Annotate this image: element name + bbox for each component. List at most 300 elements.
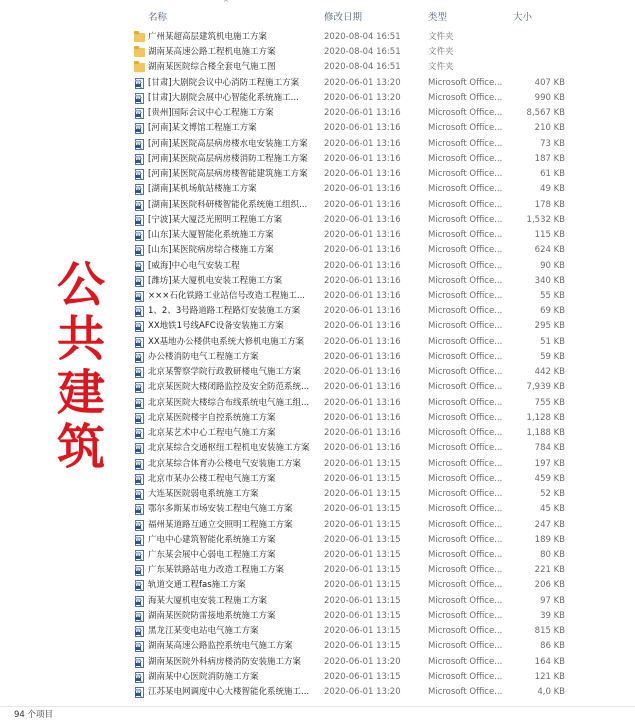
- file-date: 2020-06-01 13:15: [324, 504, 401, 515]
- file-date: 2020-06-01 13:15: [324, 473, 401, 484]
- file-row[interactable]: [128, 198, 568, 213]
- file-date: 2020-06-01 13:15: [324, 534, 401, 545]
- word-doc-icon: [134, 76, 145, 91]
- word-doc-icon: [134, 685, 145, 700]
- file-name: 轨道交通工程fas施工方案: [148, 580, 246, 591]
- file-size: 340 KB: [534, 275, 565, 286]
- file-type: Microsoft Office...: [428, 671, 503, 682]
- word-doc-icon-glyph: [135, 154, 144, 165]
- word-doc-icon: [134, 350, 145, 365]
- file-size: 7,939 KB: [526, 382, 565, 393]
- file-type: Microsoft Office...: [428, 260, 503, 271]
- file-name: 广东某铁路站电力改造工程施工方案: [148, 565, 285, 576]
- file-type: Microsoft Office...: [428, 123, 503, 134]
- file-type: Microsoft Office...: [428, 595, 503, 606]
- word-doc-icon: [134, 182, 145, 197]
- file-type: Microsoft Office...: [428, 428, 503, 439]
- file-date: 2020-06-01 13:16: [324, 412, 401, 423]
- file-size: 1,532 KB: [526, 214, 565, 225]
- word-doc-icon: [134, 167, 145, 182]
- file-name: [宁波]某大厦泛光照明工程施工方案: [148, 214, 283, 225]
- file-date: 2020-06-01 13:16: [324, 230, 401, 241]
- file-row[interactable]: [128, 91, 568, 106]
- word-doc-icon-glyph: [135, 184, 144, 195]
- file-type: Microsoft Office...: [428, 641, 503, 652]
- file-size: 90 KB: [540, 260, 565, 271]
- word-doc-icon: [134, 106, 145, 121]
- word-doc-icon-glyph: [135, 398, 144, 409]
- file-type: Microsoft Office...: [428, 108, 503, 119]
- file-date: 2020-08-04 16:51: [324, 62, 401, 73]
- file-size: 121 KB: [534, 671, 565, 682]
- word-doc-icon: [134, 578, 145, 593]
- file-type: Microsoft Office...: [428, 565, 503, 576]
- file-type: Microsoft Office...: [428, 367, 503, 378]
- file-type: Microsoft Office...: [428, 92, 503, 103]
- file-date: 2020-06-01 13:16: [324, 123, 401, 134]
- file-size: 407 KB: [534, 77, 565, 88]
- word-doc-icon: [134, 152, 145, 167]
- file-row[interactable]: [128, 655, 568, 670]
- file-size: 115 KB: [534, 230, 565, 241]
- file-name: [湖南]某机场航站楼施工方案: [148, 184, 257, 195]
- file-date: 2020-06-01 13:20: [324, 656, 401, 667]
- word-doc-icon: [134, 624, 145, 639]
- file-size: 51 KB: [540, 336, 565, 347]
- file-row[interactable]: [128, 594, 568, 609]
- file-type: Microsoft Office...: [428, 580, 503, 591]
- file-date: 2020-06-01 13:20: [324, 92, 401, 103]
- file-row[interactable]: [128, 152, 568, 167]
- word-doc-icon-glyph: [135, 504, 144, 515]
- word-doc-icon: [134, 198, 145, 213]
- file-type: Microsoft Office...: [428, 153, 503, 164]
- file-size: 86 KB: [540, 641, 565, 652]
- word-doc-icon-glyph: [135, 200, 144, 211]
- word-doc-icon-glyph: [135, 657, 144, 668]
- file-row[interactable]: [128, 289, 568, 304]
- file-name: 北京某艺术中心工程电气施工方案: [148, 428, 276, 439]
- word-doc-icon: [134, 365, 145, 380]
- file-size: 80 KB: [540, 549, 565, 560]
- word-doc-icon: [134, 563, 145, 578]
- file-type: Microsoft Office...: [428, 489, 503, 500]
- word-doc-icon-glyph: [135, 580, 144, 591]
- file-row[interactable]: [128, 518, 568, 533]
- file-type: Microsoft Office...: [428, 138, 503, 149]
- file-size: 39 KB: [540, 610, 565, 621]
- file-name: 湖南某中心医院消防施工方案: [148, 671, 259, 682]
- file-row[interactable]: [128, 609, 568, 624]
- word-doc-icon: [134, 274, 145, 289]
- file-date: 2020-06-01 13:16: [324, 169, 401, 180]
- file-size: 69 KB: [540, 306, 565, 317]
- word-doc-icon-glyph: [135, 520, 144, 531]
- file-size: 784 KB: [534, 443, 565, 454]
- word-doc-icon: [134, 137, 145, 152]
- file-date: 2020-06-01 13:16: [324, 138, 401, 149]
- word-doc-icon: [134, 655, 145, 670]
- file-name: 北京某警察学院行政教研楼电气施工方案: [148, 367, 302, 378]
- file-type: Microsoft Office...: [428, 443, 503, 454]
- file-date: 2020-06-01 13:16: [324, 153, 401, 164]
- word-doc-icon-glyph: [135, 139, 144, 150]
- file-name: 湖南某医院防雷接地系统施工方案: [148, 610, 276, 621]
- column-header-type[interactable]: 类型: [428, 12, 448, 23]
- word-doc-icon: [134, 304, 145, 319]
- file-date: 2020-06-01 13:15: [324, 626, 401, 637]
- word-doc-icon-glyph: [135, 367, 144, 378]
- file-rows: [128, 30, 568, 700]
- file-type: Microsoft Office...: [428, 687, 503, 698]
- word-doc-icon-glyph: [135, 276, 144, 287]
- file-name: [甘肃]大剧院会议中心消防工程施工方案: [148, 77, 300, 88]
- file-date: 2020-06-01 13:16: [324, 321, 401, 332]
- file-row[interactable]: [128, 304, 568, 319]
- file-row[interactable]: [128, 319, 568, 334]
- folder-icon: [134, 60, 145, 75]
- file-type: Microsoft Office...: [428, 534, 503, 545]
- file-date: 2020-06-01 13:16: [324, 428, 401, 439]
- word-doc-icon-glyph: [135, 626, 144, 637]
- file-size: 61 KB: [540, 169, 565, 180]
- word-doc-icon: [134, 91, 145, 106]
- file-name: [河南]某文博馆工程施工方案: [148, 123, 257, 134]
- sort-ascending-icon[interactable]: ^: [223, 0, 229, 7]
- file-name: ×××石化铁路工业站信号改造工程施工...: [148, 290, 305, 301]
- file-row[interactable]: [128, 533, 568, 548]
- file-size: 55 KB: [540, 290, 565, 301]
- word-doc-icon-glyph: [135, 413, 144, 424]
- column-header-name[interactable]: 名称: [148, 12, 168, 23]
- file-size: 187 KB: [534, 153, 565, 164]
- file-row[interactable]: [128, 426, 568, 441]
- word-doc-icon: [134, 670, 145, 685]
- file-type: Microsoft Office...: [428, 290, 503, 301]
- file-size: 49 KB: [540, 184, 565, 195]
- word-doc-icon: [134, 289, 145, 304]
- file-type: Microsoft Office...: [428, 458, 503, 469]
- word-doc-icon: [134, 335, 145, 350]
- file-date: 2020-06-01 13:15: [324, 489, 401, 500]
- file-row[interactable]: [128, 76, 568, 91]
- column-header-row: [128, 0, 568, 30]
- word-doc-icon-glyph: [135, 352, 144, 363]
- file-row[interactable]: [128, 45, 568, 60]
- file-type: Microsoft Office...: [428, 245, 503, 256]
- file-row[interactable]: [128, 365, 568, 380]
- file-size: 164 KB: [534, 656, 565, 667]
- file-date: 2020-06-01 13:15: [324, 458, 401, 469]
- file-type: Microsoft Office...: [428, 275, 503, 286]
- file-name: [潍坊]某大厦机电安装工程施工方案: [148, 275, 283, 286]
- file-type: Microsoft Office...: [428, 473, 503, 484]
- word-doc-icon: [134, 411, 145, 426]
- file-date: 2020-06-01 13:15: [324, 595, 401, 606]
- file-type: 文件夹: [428, 47, 454, 58]
- word-doc-icon-glyph: [135, 230, 144, 241]
- file-date: 2020-06-01 13:16: [324, 108, 401, 119]
- word-doc-icon-glyph: [135, 611, 144, 622]
- file-date: 2020-06-01 13:16: [324, 260, 401, 271]
- word-doc-icon-glyph: [135, 321, 144, 332]
- file-size: 459 KB: [534, 473, 565, 484]
- file-row[interactable]: [128, 548, 568, 563]
- file-name: 大连某医院弱电系统施工方案: [148, 489, 259, 500]
- file-row[interactable]: [128, 167, 568, 182]
- file-row[interactable]: [128, 243, 568, 258]
- word-doc-icon-glyph: [135, 687, 144, 698]
- word-doc-icon-glyph: [135, 93, 144, 104]
- file-size: 8,567 KB: [526, 108, 565, 119]
- file-name: 1、2、3号路道路工程路灯安装施工方案: [148, 306, 301, 317]
- file-date: 2020-08-04 16:51: [324, 47, 401, 58]
- file-type: Microsoft Office...: [428, 351, 503, 362]
- folder-icon: [134, 30, 145, 45]
- file-type: Microsoft Office...: [428, 230, 503, 241]
- file-type: Microsoft Office...: [428, 169, 503, 180]
- file-date: 2020-06-01 13:16: [324, 382, 401, 393]
- word-doc-icon: [134, 213, 145, 228]
- file-type: Microsoft Office...: [428, 397, 503, 408]
- folder-icon-glyph: [134, 63, 145, 72]
- folder-icon: [134, 45, 145, 60]
- word-doc-icon: [134, 121, 145, 136]
- column-header-date[interactable]: 修改日期: [324, 12, 363, 23]
- status-bar: [0, 706, 635, 720]
- file-name: 湖南某高速公路工程机电施工方案: [148, 47, 276, 58]
- file-name: [山东]某大厦智能化系统施工方案: [148, 230, 274, 241]
- word-doc-icon: [134, 426, 145, 441]
- word-doc-icon-glyph: [135, 108, 144, 119]
- file-date: 2020-06-01 13:20: [324, 77, 401, 88]
- file-date: 2020-06-01 13:16: [324, 351, 401, 362]
- file-date: 2020-06-01 13:15: [324, 549, 401, 560]
- file-type: 文件夹: [428, 62, 454, 73]
- file-type: Microsoft Office...: [428, 336, 503, 347]
- file-date: 2020-06-01 13:16: [324, 397, 401, 408]
- file-size: 755 KB: [534, 397, 565, 408]
- word-doc-icon-glyph: [135, 443, 144, 454]
- file-size: 624 KB: [534, 245, 565, 256]
- word-doc-icon: [134, 259, 145, 274]
- word-doc-icon-glyph: [135, 672, 144, 683]
- file-size: 990 KB: [534, 92, 565, 103]
- file-name: 北京某综合交通枢纽工程机电安装施工方案: [148, 443, 310, 454]
- word-doc-icon: [134, 639, 145, 654]
- file-type: Microsoft Office...: [428, 412, 503, 423]
- file-type: Microsoft Office...: [428, 382, 503, 393]
- item-count: 94 个项目: [14, 710, 54, 720]
- file-size: 221 KB: [534, 565, 565, 576]
- file-date: 2020-06-01 13:16: [324, 367, 401, 378]
- word-doc-icon-glyph: [135, 596, 144, 607]
- file-name: [湖南]某医院科研楼智能化系统施工组织...: [148, 199, 308, 210]
- file-row[interactable]: [128, 335, 568, 350]
- file-row[interactable]: [128, 670, 568, 685]
- file-name: 北京某医院楼宇自控系统施工方案: [148, 412, 276, 423]
- word-doc-icon: [134, 380, 145, 395]
- word-doc-icon-glyph: [135, 641, 144, 652]
- file-date: 2020-08-04 16:51: [324, 32, 401, 42]
- word-doc-icon-glyph: [135, 291, 144, 302]
- word-doc-icon-glyph: [135, 459, 144, 470]
- word-doc-icon: [134, 228, 145, 243]
- file-size: 1,128 KB: [526, 412, 565, 423]
- word-doc-icon: [134, 396, 145, 411]
- file-date: 2020-06-01 13:15: [324, 610, 401, 621]
- file-size: 4,0 KB: [537, 687, 565, 698]
- file-name: 江苏某电网调度中心大楼智能化系统施工...: [148, 687, 310, 698]
- word-doc-icon-glyph: [135, 565, 144, 576]
- word-doc-icon: [134, 518, 145, 533]
- file-name: [河南]某医院高层病房楼消防工程施工方案: [148, 153, 308, 164]
- file-type: Microsoft Office...: [428, 626, 503, 637]
- file-row[interactable]: [128, 274, 568, 289]
- file-size: 1,188 KB: [526, 428, 565, 439]
- word-doc-icon: [134, 548, 145, 563]
- file-name: 广电中心建筑智能化系统施工方案: [148, 534, 276, 545]
- file-row[interactable]: [128, 502, 568, 517]
- word-doc-icon-glyph: [135, 215, 144, 226]
- file-size: 815 KB: [534, 626, 565, 637]
- file-row[interactable]: [128, 137, 568, 152]
- file-name: 湖南某医院综合楼全套电气施工图: [148, 62, 276, 73]
- file-name: [贵州]国际会议中心工程施工方案: [148, 108, 274, 119]
- file-type: Microsoft Office...: [428, 321, 503, 332]
- file-type: Microsoft Office...: [428, 214, 503, 225]
- file-row[interactable]: [128, 106, 568, 121]
- file-size: 442 KB: [534, 367, 565, 378]
- word-doc-icon-glyph: [135, 474, 144, 485]
- file-name: [甘肃]大剧院会展中心智能化系统施工...: [148, 92, 299, 103]
- file-type: Microsoft Office...: [428, 656, 503, 667]
- file-row[interactable]: [128, 624, 568, 639]
- word-doc-icon: [134, 487, 145, 502]
- file-name: [威海]中心电气安装工程: [148, 260, 240, 271]
- file-size: 189 KB: [534, 534, 565, 545]
- file-row[interactable]: [128, 441, 568, 456]
- column-header-size[interactable]: 大小: [513, 12, 533, 23]
- file-size: 97 KB: [540, 595, 565, 606]
- file-date: 2020-06-01 13:16: [324, 199, 401, 210]
- file-size: 59 KB: [540, 351, 565, 362]
- word-doc-icon-glyph: [135, 78, 144, 89]
- file-name: 办公楼消防电气工程施工方案: [148, 351, 259, 362]
- file-type: Microsoft Office...: [428, 610, 503, 621]
- file-row[interactable]: [128, 487, 568, 502]
- file-row[interactable]: [128, 121, 568, 136]
- file-name: 北京某综合体育办公楼电气安装施工方案: [148, 458, 302, 469]
- word-doc-icon-glyph: [135, 306, 144, 317]
- file-row[interactable]: [128, 182, 568, 197]
- word-doc-icon: [134, 243, 145, 258]
- word-doc-icon: [134, 319, 145, 334]
- file-name: 北京市某办公楼工程电气施工方案: [148, 473, 276, 484]
- file-type: Microsoft Office...: [428, 549, 503, 560]
- file-date: 2020-06-01 13:16: [324, 443, 401, 454]
- file-type: Microsoft Office...: [428, 199, 503, 210]
- word-doc-icon: [134, 609, 145, 624]
- file-row[interactable]: [128, 30, 568, 45]
- file-name: 湖南某高速公路监控系统电气施工方案: [148, 641, 293, 652]
- file-name: [河南]某医院高层病房楼智能建筑施工方案: [148, 169, 308, 180]
- word-doc-icon-glyph: [135, 489, 144, 500]
- word-doc-icon-glyph: [135, 550, 144, 561]
- file-row[interactable]: [128, 228, 568, 243]
- folder-icon-glyph: [134, 48, 145, 57]
- file-row[interactable]: [128, 396, 568, 411]
- file-row[interactable]: [128, 685, 568, 700]
- file-date: 2020-06-01 13:16: [324, 290, 401, 301]
- word-doc-icon-glyph: [135, 169, 144, 180]
- file-row[interactable]: [128, 350, 568, 365]
- file-row[interactable]: [128, 380, 568, 395]
- file-row[interactable]: [128, 578, 568, 593]
- file-date: 2020-06-01 13:16: [324, 275, 401, 286]
- file-name: [河南]某医院高层病房楼水电安装施工方案: [148, 138, 308, 149]
- file-size: 73 KB: [540, 138, 565, 149]
- file-type: Microsoft Office...: [428, 519, 503, 530]
- file-size: 197 KB: [534, 458, 565, 469]
- file-size: 45 KB: [540, 504, 565, 515]
- file-date: 2020-06-01 13:16: [324, 306, 401, 317]
- file-list-pane[interactable]: [128, 0, 568, 706]
- file-name: 北京某医院大楼闭路监控及安全防范系统...: [148, 382, 310, 393]
- file-date: 2020-06-01 13:15: [324, 565, 401, 576]
- file-row[interactable]: [128, 259, 568, 274]
- file-type: Microsoft Office...: [428, 306, 503, 317]
- file-date: 2020-06-01 13:16: [324, 245, 401, 256]
- file-name: 福州某道路互通立交照明工程施工方案: [148, 519, 293, 530]
- file-date: 2020-06-01 13:15: [324, 580, 401, 591]
- file-row[interactable]: [128, 457, 568, 472]
- file-name: [山东]某医院病房综合楼施工方案: [148, 245, 274, 256]
- word-doc-icon: [134, 502, 145, 517]
- file-row[interactable]: [128, 411, 568, 426]
- file-date: 2020-06-01 13:16: [324, 214, 401, 225]
- file-size: 52 KB: [540, 489, 565, 500]
- file-row[interactable]: [128, 213, 568, 228]
- word-doc-icon: [134, 457, 145, 472]
- word-doc-icon: [134, 472, 145, 487]
- word-doc-icon-glyph: [135, 382, 144, 393]
- file-row[interactable]: [128, 60, 568, 75]
- word-doc-icon-glyph: [135, 123, 144, 134]
- file-name: XX基地办公楼供电系统大修机电施工方案: [148, 336, 305, 347]
- file-row[interactable]: [128, 563, 568, 578]
- file-date: 2020-06-01 13:20: [324, 687, 401, 698]
- folder-icon-glyph: [134, 33, 145, 42]
- file-row[interactable]: [128, 639, 568, 654]
- file-date: 2020-06-01 13:15: [324, 519, 401, 530]
- file-name: 广东某会展中心弱电工程施工方案: [148, 549, 276, 560]
- file-name: 海某大厦机电安装工程施工方案: [148, 595, 268, 606]
- file-size: 210 KB: [534, 123, 565, 134]
- file-name: 北京某医院大楼综合布线系统电气施工组...: [148, 397, 310, 408]
- file-name: 广州某超高层建筑机电施工方案: [148, 32, 268, 42]
- word-doc-icon-glyph: [135, 337, 144, 348]
- word-doc-icon-glyph: [135, 245, 144, 256]
- overlay-title: 公共建筑: [56, 257, 105, 475]
- word-doc-icon: [134, 441, 145, 456]
- file-size: 178 KB: [534, 199, 565, 210]
- file-size: 247 KB: [534, 519, 565, 530]
- word-doc-icon: [134, 533, 145, 548]
- file-type: 文件夹: [428, 32, 454, 42]
- word-doc-icon: [134, 594, 145, 609]
- file-row[interactable]: [128, 472, 568, 487]
